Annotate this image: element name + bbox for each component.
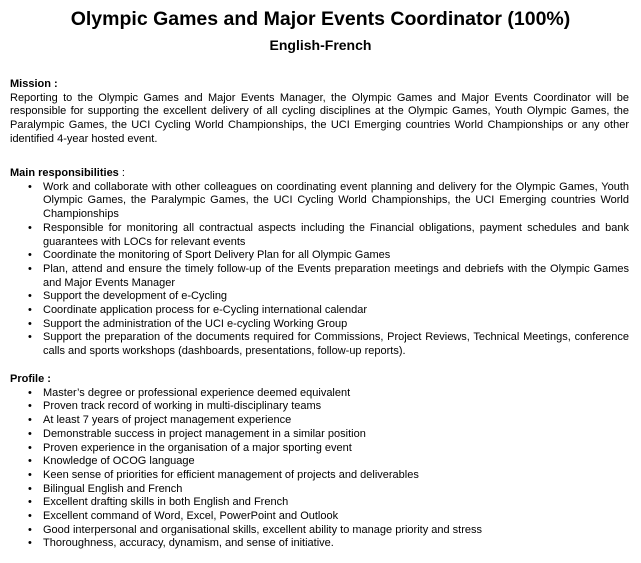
list-item: • Support the preparation of the documents required for Commissions, Project Reviews, Technical Meetings, conference calls and sports workshops (dashboards, presentations, follow-up reports). bbox=[10, 331, 629, 358]
list-item: • Bilingual English and French bbox=[10, 483, 629, 497]
list-item: • Demonstrable success in project management in a similar position bbox=[10, 428, 629, 442]
list-item: • Plan, attend and ensure the timely follow-up of the Events preparation meetings and debriefs with the Olympic Games and Major Events Manager bbox=[10, 263, 629, 290]
list-item: • Coordinate the monitoring of Sport Delivery Plan for all Olympic Games bbox=[10, 249, 629, 263]
mission-heading: Mission : bbox=[10, 78, 58, 90]
responsibilities-section bbox=[10, 167, 629, 359]
page-title: Olympic Games and Major Events Coordinator (100%) bbox=[70, 8, 571, 30]
list-item: • Support the development of e-Cycling bbox=[10, 290, 629, 304]
profile-section bbox=[10, 373, 629, 551]
profile-list bbox=[10, 387, 629, 551]
list-item: • Proven track record of working in multi-disciplinary teams bbox=[10, 400, 629, 414]
responsibilities-heading-suffix: : bbox=[118, 167, 125, 179]
list-item: • Thoroughness, accuracy, dynamism, and sense of initiative. bbox=[10, 537, 629, 551]
list-item: • Good interpersonal and organisational skills, excellent ability to manage priority and stress bbox=[10, 524, 629, 538]
page-subtitle: English-French bbox=[269, 37, 372, 53]
mission-text: Reporting to the Olympic Games and Major Events Manager, the Olympic Games and Major Events Coordinator will be responsible for supporting the excellent delivery of all cycling disciplines at the Olympic Games, Youth Olympic Games, the Paralympic Games, the UCI Cycling World Championships, the UCI Emerging countries World Championships or any other identified 4-year hosted event. bbox=[10, 91, 629, 145]
list-item: • Work and collaborate with other colleagues on coordinating event planning and delivery for the Olympic Games, Youth Olympic Games, the Paralympic Games, the UCI Cycling World Championships, the UCI Emerging countries World Championships bbox=[10, 181, 629, 222]
list-item: • Responsible for monitoring all contractual aspects including the Financial obligations, payment schedules and bank guarantees with LOCs for relevant events bbox=[10, 222, 629, 249]
list-item: • At least 7 years of project management experience bbox=[10, 414, 629, 428]
list-item: • Master’s degree or professional experience deemed equivalent bbox=[10, 387, 629, 401]
responsibilities-heading: Main responsibilities bbox=[10, 167, 119, 179]
list-item: • Excellent drafting skills in both English and French bbox=[10, 496, 629, 510]
responsibilities-heading-line bbox=[10, 167, 629, 181]
list-item: • Keen sense of priorities for efficient management of projects and deliverables bbox=[10, 469, 629, 483]
profile-heading: Profile : bbox=[10, 373, 51, 385]
list-item: • Knowledge of OCOG language bbox=[10, 455, 629, 469]
responsibilities-list bbox=[10, 181, 629, 359]
list-item: • Coordinate application process for e-Cycling international calendar bbox=[10, 304, 629, 318]
mission-section bbox=[10, 78, 629, 147]
list-item: • Support the administration of the UCI e-cycling Working Group bbox=[10, 318, 629, 332]
list-item: • Excellent command of Word, Excel, PowerPoint and Outlook bbox=[10, 510, 629, 524]
list-item: • Proven experience in the organisation of a major sporting event bbox=[10, 442, 629, 456]
